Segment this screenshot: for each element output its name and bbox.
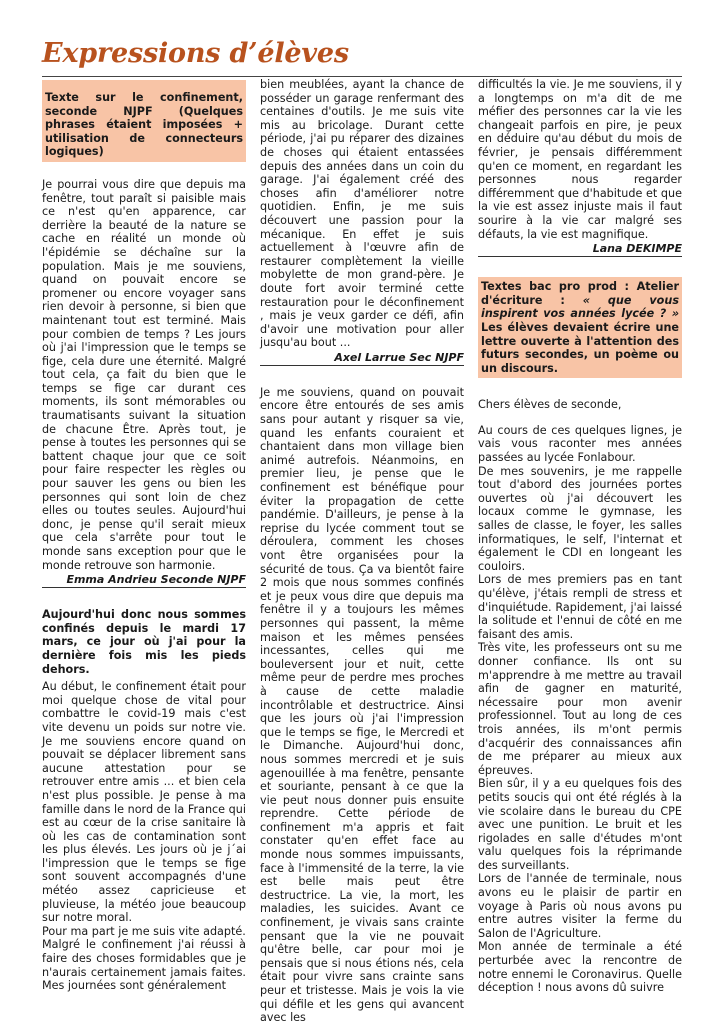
letter-paragraph-3: Lors de mes premiers pas en tant qu'élève, j'étais rempli de stress et d'inquiétude. Rapidement, j'ai laissé la solitude et l'ennui de côté en me faisant des amis. bbox=[478, 573, 682, 641]
article-heading-confinement: Aujourd'hui donc nous sommes confinés depuis le mardi 17 mars, ce jour où j'ai pour la dernière fois mis les pieds dehors. bbox=[42, 608, 246, 676]
letter-greeting: Chers élèves de seconde, bbox=[478, 398, 622, 412]
letter-paragraph-6: Lors de l'année de terminale, nous avons eu le plaisir de partir en voyage à Paris où nous avons pu entre autres visiter la ferme du Salon de l'Agriculture. bbox=[478, 872, 682, 940]
article-emma-text: Je pourrai vous dire que depuis ma fenêtre, tout paraît si paisible mais ce n'est qu'en apparence, car derrière la beauté de la nature se cache en réalité un monde où l'épidémie se déchaîne sur la population. Mais je me souviens, quand on pouvait encore se promener ou encore voyager sans rien devoir à personne, si bien que maintenant tout est terminé. Mais pour combien de temps ? Les jours où j'ai l'impression que le temps se fige, cela dure une éternité. Malgré tout cela, ça fait du bien que le temps se fige car durant ces moments, ils sont mémorables ou traumatisants suivant la situation de chacune Être. Après tout, je pense à toutes les personnes qui se battent chaque jour que ce soit pour faire respecter les règles ou pour sauver les gens ou bien les personnes qui sont loin de chez elles ou toutes seules. Aujourd'hui donc, je pense qu'il serait mieux que cela s'arrête pour tout le monde sans exception pour que le monde retrouve son harmonie. bbox=[42, 177, 246, 572]
atelier-box-question: « que vous inspirent vos années lycée ? » bbox=[481, 293, 679, 321]
letter-paragraph-5: Bien sûr, il y a eu quelques fois des petits soucis qui ont été réglés à la vie scolaire dans le bureau du CPE avec une punition. Le bruit et les rigolades en salle d'études m'ont valu quelques fois la réprimande des surveillants. bbox=[478, 777, 682, 872]
article-axel-paragraph-3: Malgré le confinement j'ai réussi à faire des choses formidables que je n'aurais certainement jamais faites. Mes journées sont généralement bbox=[42, 938, 246, 993]
atelier-box-start: Textes bac pro prod : Atelier d'écriture : bbox=[481, 280, 679, 307]
article-lana-continuation: difficultés la vie. Je me souviens, il y a longtemps on m'a dit de me méfier des personnes car la vie les changeait parfois en pire, je peux en déduire qu'au début du mois de février, je pensais différemment qu'en ce moment, en regardant les personnes nous regarder différemment que d'habitude et que la vie est assez injuste mais il faut sourire à la vie car malgré ses défauts, la vie est magnifique. bbox=[478, 78, 682, 241]
letter-paragraph-2: De mes souvenirs, je me rappelle tout d'abord des journées portes ouvertes où j'ai découvert les locaux comme le gymnase, les salles de classe, le foyer, les salles informatiques, le self, l'internat et également le CDI en longeant les couloirs. bbox=[478, 464, 682, 573]
signature-emma: Emma Andrieu Seconde NJPF bbox=[42, 573, 246, 588]
intro-box-atelier bbox=[478, 277, 682, 378]
atelier-box-end: Les élèves devaient écrire une lettre ouverte à l'attention des futurs secondes, un poème ou un discours. bbox=[481, 320, 679, 375]
column-1 bbox=[42, 80, 246, 993]
signature-axel: Axel Larrue Sec NJPF bbox=[260, 351, 464, 366]
signature-lana: Lana DEKIMPE bbox=[478, 242, 682, 257]
intro-box-confinement: Texte sur le confinement, seconde NJPF (Quelques phrases étaient imposées + utilisation de connecteurs logiques) bbox=[42, 80, 246, 162]
letter-paragraph-4: Très vite, les professeurs ont su me donner confiance. Ils ont su m'apprendre à me mettre au travail afin de gagner en maturité, nécessaire pour mon avenir professionnel. Tout au long de ces trois années, ils m'ont permis d'acquérir des connaissances afin de me préparer au mieux aux épreuves. bbox=[478, 641, 682, 777]
article-axel-paragraph-2: Pour ma part je me suis vite adapté. bbox=[42, 924, 246, 938]
page-title: Expressions d’élèves bbox=[42, 38, 349, 69]
column-2 bbox=[260, 78, 464, 1025]
article-lana-text: Je me souviens, quand on pouvait encore être entourés de ses amis sans pour autant y risquer sa vie, quand les enfants couraient et chantaient dans mon village bien animé autrefois. Néanmoins, en premier lieu, je pense que le confinement est bénéfique pour éviter la propagation de cette pandémie. D'ailleurs, je pense à la reprise du lycée comment tout se déroulera, comment les choses vont être organisées pour la sécurité de tous. Ça va bientôt faire 2 mois que nous sommes confinés et je peux vous dire que depuis ma fenêtre il y a toujours les mêmes personnes qui passent, la même maison et les mêmes pensées incessantes, celles qui me bouleversent jour et nuit, cette même peur de perdre mes proches à cause de cette maladie incontrôlable et destructrice. Ainsi que les jours où j'ai l'impression que le temps se fige, le Mercredi et le Dimanche. Aujourd'hui donc, nous sommes mercredi et je suis agenouillée à ma fenêtre, pensante et souriante, pensant à ce que la vie peut nous donner puis ensuite reprendre. Cette période de confinement m'a appris et fait constater qu'en effet face au monde nous sommes impuissants, face à l'immensité de la terre, la vie est belle mais peut être destructrice. La vie, la mort, les maladies, les suicides. Avant ce confinement, je vivais sans crainte pensant que la vie ne pouvait qu'être belle, car pour moi je pensais que si nous étions nés, cela était pour vivre sans crainte sans peur et tristesse. Mais je vois la vie qui défile et les gens qui avancent avec les bbox=[260, 385, 464, 1025]
letter-paragraph-1: Au cours de ces quelques lignes, je vais vous raconter mes années passées au lycée Fonlabour. bbox=[478, 423, 682, 465]
column-3 bbox=[478, 78, 682, 995]
letter-paragraph-7: Mon année de terminale a été perturbée avec la rencontre de notre ennemi le Coronavirus. Quelle déception ! nous avons dû suivre bbox=[478, 940, 682, 995]
title-underline bbox=[42, 76, 682, 77]
article-axel-continuation: bien meublées, ayant la chance de posséder un garage renfermant des centaines d'outils. Je me suis vite mis au bricolage. Durant cette période, j'ai pu réparer des dizaines de choses qui étaient entassées depuis des années dans un coin du garage. J'ai également créé des choses afin d'améliorer notre quotidien. Enfin, je me suis découvert une passion pour la mécanique. En effet je suis actuellement à l'œuvre afin de restaurer complètement la vieille mobylette de mon grand-père. Je doute fort avoir terminé cette restauration pour le déconfinement , mais je veux garder ce défi, afin d'avoir une motivation pour aller jusqu'au bout ... bbox=[260, 78, 464, 350]
article-axel-paragraph-1: Au début, le confinement était pour moi quelque chose de vital pour combattre le covid-19 mais c'est vite devenu un poids sur notre vie. Je me souviens encore quand on pouvait se déplacer librement sans aucune attestation pour se retrouver entre amis ... et bien cela n'est plus possible. Je pense à ma famille dans le nord de la France qui est au cœur de la crise sanitaire là où les cas de contamination sont les plus élevés. Les jours où je j´ai l'impression que le temps se fige sont souvent accompagnés d'une météo assez capricieuse et pluvieuse, la météo joue beaucoup sur notre moral. bbox=[42, 680, 246, 925]
